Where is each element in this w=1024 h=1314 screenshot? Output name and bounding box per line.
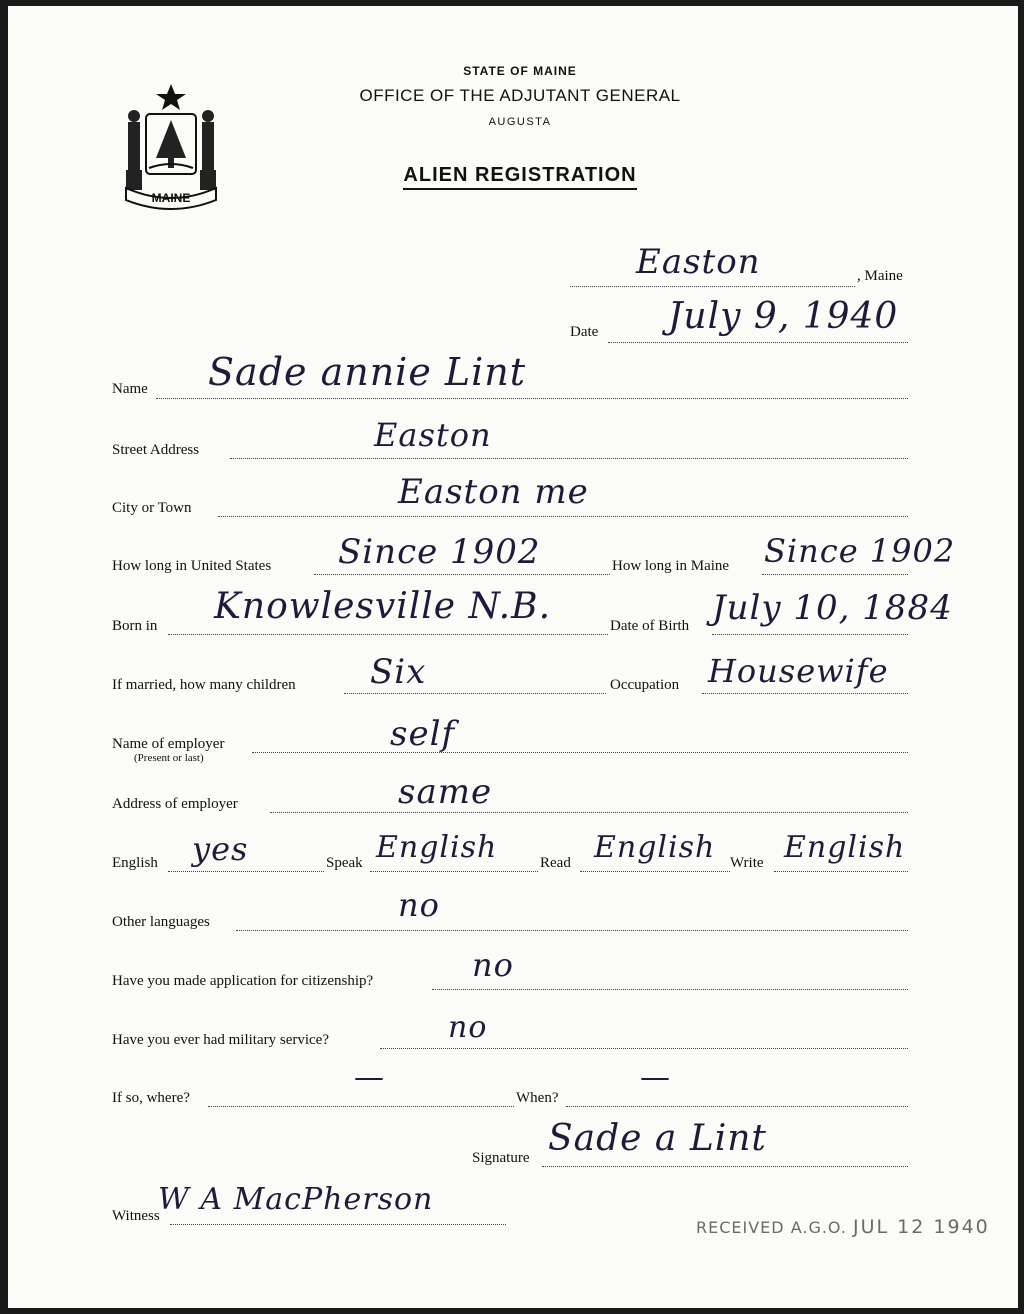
write-value[interactable]: English	[784, 830, 906, 865]
children-value[interactable]: Six	[370, 652, 427, 692]
street-label: Street Address	[112, 442, 200, 458]
military-value[interactable]: no	[448, 1010, 488, 1045]
when-label: When?	[516, 1090, 559, 1106]
military-label: Have you ever had military service?	[112, 1032, 329, 1048]
maine-long-value[interactable]: Since 1902	[764, 532, 956, 570]
maine-long-line	[762, 574, 908, 575]
maine-long-label: How long in Maine	[612, 558, 730, 574]
us-long-label: How long in United States	[112, 558, 272, 574]
dob-label: Date of Birth	[610, 618, 690, 634]
signature-value[interactable]: Sade a Lint	[548, 1118, 767, 1159]
us-long-line	[314, 574, 610, 575]
citizenship-value[interactable]: no	[472, 946, 514, 984]
document-page	[8, 6, 1018, 1308]
citizenship-line	[432, 989, 908, 990]
employer-addr-line	[270, 812, 908, 813]
read-label: Read	[540, 855, 571, 871]
city-value[interactable]: Easton me	[398, 472, 589, 512]
where-label: If so, where?	[112, 1090, 190, 1106]
write-line	[774, 871, 908, 872]
date-label: Date	[570, 324, 599, 340]
city-line	[218, 516, 908, 517]
when-line	[566, 1106, 908, 1107]
other-lang-line	[236, 930, 908, 931]
town-line	[570, 286, 855, 287]
speak-line	[370, 871, 538, 872]
stamp-date: JUL 12 1940	[853, 1216, 990, 1238]
signature-label: Signature	[472, 1150, 530, 1166]
header-office: OFFICE OF THE ADJUTANT GENERAL	[359, 86, 681, 105]
witness-value[interactable]: W A MacPherson	[158, 1182, 434, 1217]
employer-addr-value[interactable]: same	[398, 772, 493, 812]
speak-value[interactable]: English	[376, 830, 498, 865]
name-label: Name	[112, 381, 148, 397]
received-stamp	[696, 1216, 990, 1238]
occupation-label: Occupation	[610, 677, 680, 693]
city-label: City or Town	[112, 500, 192, 516]
english-line	[168, 871, 324, 872]
employer-line	[252, 752, 908, 753]
header-state: STATE OF MAINE	[463, 64, 577, 78]
us-long-value[interactable]: Since 1902	[338, 532, 541, 572]
when-value[interactable]: —	[640, 1060, 671, 1095]
military-line	[380, 1048, 908, 1049]
street-value[interactable]: Easton	[374, 416, 492, 454]
children-line	[344, 693, 606, 694]
employer-addr-label: Address of employer	[112, 796, 238, 812]
where-value[interactable]: —	[354, 1060, 385, 1095]
date-line	[608, 342, 908, 343]
form-title: ALIEN REGISTRATION	[8, 164, 1018, 187]
witness-line	[170, 1224, 506, 1225]
born-value[interactable]: Knowlesville N.B.	[214, 586, 552, 627]
where-line	[208, 1106, 514, 1107]
employer-value[interactable]: self	[390, 714, 456, 754]
other-lang-label: Other languages	[112, 914, 210, 930]
street-line	[230, 458, 908, 459]
citizenship-label: Have you made application for citizenship?	[112, 973, 374, 989]
children-label: If married, how many children	[112, 677, 296, 693]
date-value[interactable]: July 9, 1940	[668, 296, 899, 337]
dob-line	[712, 634, 908, 635]
other-lang-value[interactable]: no	[398, 886, 440, 924]
stamp-prefix: RECEIVED A.G.O.	[696, 1218, 847, 1237]
town-value[interactable]: Easton	[636, 242, 761, 282]
seal-text: MAINE	[151, 191, 191, 205]
read-line	[580, 871, 730, 872]
born-line	[168, 634, 608, 635]
occupation-value[interactable]: Housewife	[708, 652, 889, 690]
employer-sublabel: (Present or last)	[134, 752, 204, 764]
speak-label: Speak	[326, 855, 363, 871]
born-label: Born in	[112, 618, 158, 634]
english-value[interactable]: yes	[192, 830, 249, 868]
employer-label: Name of employer	[112, 736, 225, 752]
name-line	[156, 398, 908, 399]
signature-line	[542, 1166, 908, 1167]
name-value[interactable]: Sade annie Lint	[208, 350, 527, 394]
dob-value[interactable]: July 10, 1884	[712, 588, 953, 628]
english-label: English	[112, 855, 158, 871]
read-value[interactable]: English	[594, 830, 716, 865]
occupation-line	[702, 693, 908, 694]
write-label: Write	[730, 855, 764, 871]
maine-label: , Maine	[857, 268, 903, 284]
header-city: AUGUSTA	[488, 116, 552, 128]
witness-label: Witness	[112, 1208, 160, 1224]
